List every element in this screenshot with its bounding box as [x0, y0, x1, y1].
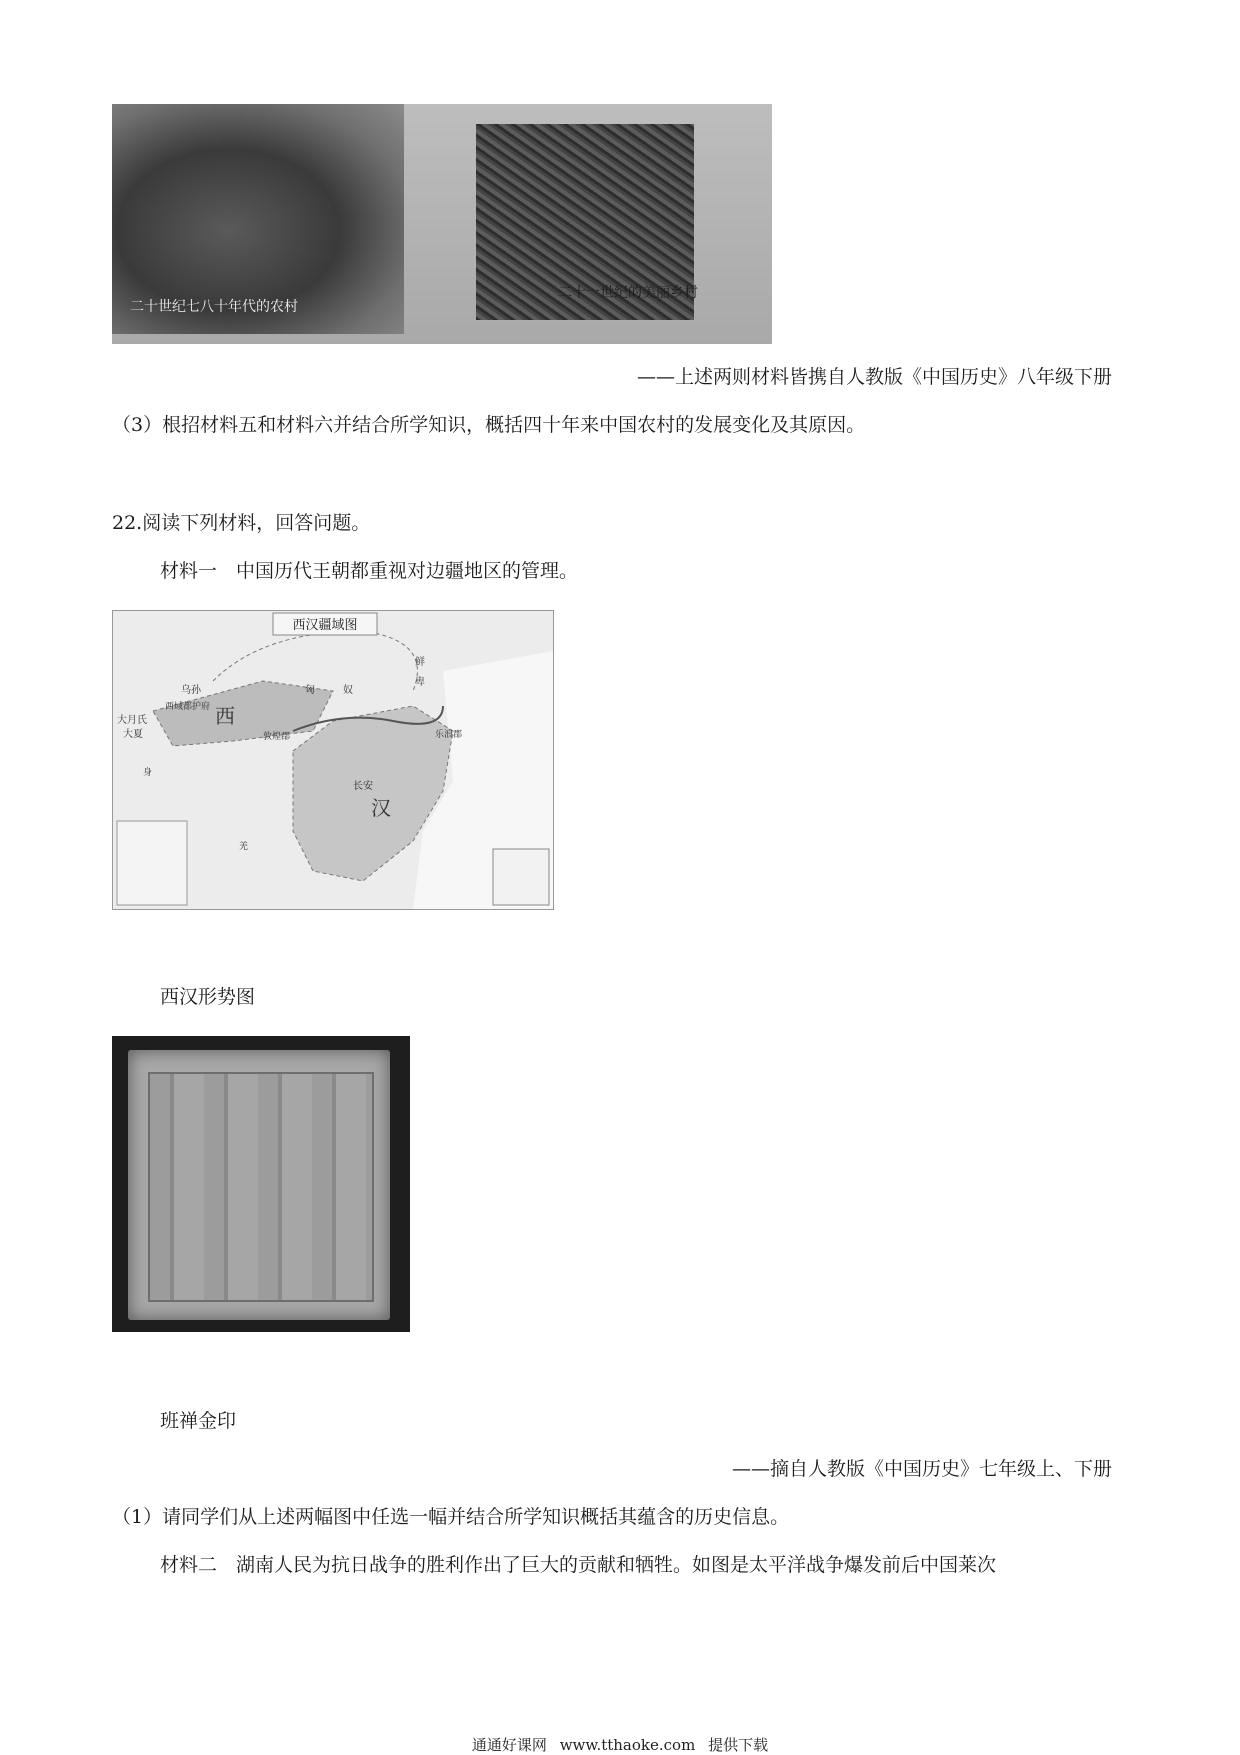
question-3: （3）根招材料五和材料六并结合所学知识，概括四十年来中国农村的发展变化及其原因。	[112, 414, 866, 436]
map-label-changan: 长安	[353, 781, 373, 792]
map-label-xianbei-2: 卑	[415, 677, 425, 688]
map-label-xianbei-1: 鲜	[415, 657, 425, 668]
photo-caption-right: 二十一世纪的美丽乡村	[558, 284, 698, 300]
material-1: 材料一 中国历代王朝都重视对边疆地区的管理。	[160, 560, 579, 582]
map-label-xiyu: 西域都护府	[165, 701, 211, 711]
map-label-lelang: 乐浪郡	[435, 729, 463, 739]
panchen-gold-seal-photo	[112, 1036, 410, 1332]
map-label-xi: 西	[215, 706, 235, 728]
source-line-1: ——上述两则材料皆携自人教版《中国历史》八年级下册	[636, 366, 1112, 388]
map-label-shu: 身	[143, 767, 153, 777]
map-label-xiongnu-1: 匈	[305, 685, 315, 696]
footer-suffix: 提供下载	[708, 1736, 769, 1754]
map-label-wusun: 乌孙	[181, 685, 201, 696]
rural-comparison-photos	[112, 104, 772, 344]
material-2: 材料二 湖南人民为抗日战争的胜利作出了巨大的贡献和牺牲。如图是太平洋战争爆发前后中国莱次	[160, 1554, 997, 1576]
map-caption: 西汉形势图	[160, 986, 256, 1008]
western-han-map	[112, 610, 554, 910]
source-line-2: ——摘自人教版《中国历史》七年级上、下册	[731, 1458, 1112, 1480]
page-footer	[0, 1734, 1240, 1755]
seal-caption: 班禅金印	[160, 1410, 237, 1432]
map-label-dayuezhi: 大月氏	[117, 715, 147, 726]
photo-caption-left: 二十世纪七八十年代的农村	[130, 298, 298, 314]
map-label-daxia: 大夏	[123, 729, 143, 740]
map-label-xiongnu-2: 奴	[343, 685, 353, 696]
question-22-heading: 22.阅读下列材料，回答问题。	[112, 512, 371, 534]
map-label-han: 汉	[371, 798, 391, 820]
footer-url[interactable]: www.tthaoke.com	[559, 1736, 696, 1754]
map-label-dunhuang: 敦煌郡	[263, 731, 291, 741]
footer-site-name: 通通好课网	[471, 1736, 547, 1754]
map-label-qian: 羌	[239, 841, 249, 851]
question-22-1: （1）请同学们从上述两幅图中任选一幅并结合所学知识概括其蕴含的历史信息。	[112, 1506, 790, 1528]
map-title: 西汉疆域图	[292, 617, 358, 632]
